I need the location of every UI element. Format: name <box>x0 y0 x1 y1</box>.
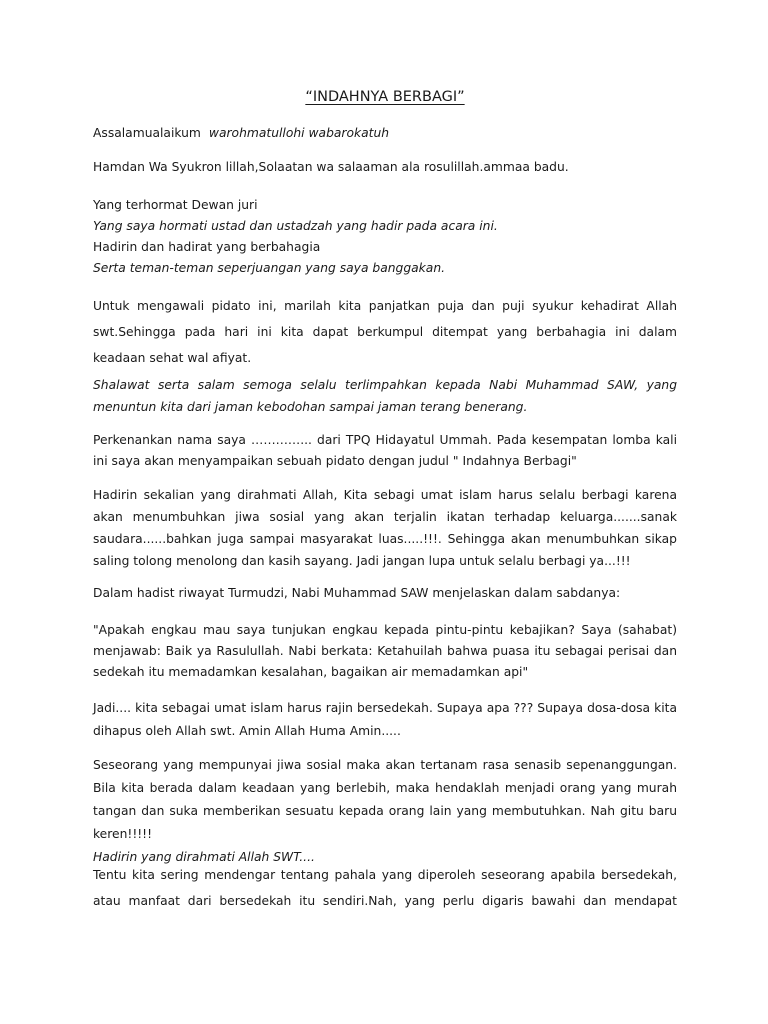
greeting-line: Serta teman-teman seperjuangan yang saya banggakan. <box>93 261 446 275</box>
paragraph-shalawat: Shalawat serta salam semoga selalu terlimpahkan kepada Nabi Muhammad SAW, yang menuntun kita dari jaman kebodohan sampai jaman terang benerang. <box>93 378 677 414</box>
paragraph-sosial: Seseorang yang mempunyai jiwa sosial maka akan tertanam rasa senasib sepenanggungan. Bila kita berada dalam keadaan yang berlebih, maka hendaklah menjadi orang yang murah tangan dan suka memberikan sesuatu kepada orang lain yang membutuhkan. Nah gitu baru keren!!!!! <box>93 758 677 841</box>
salam-italic: warohmatullohi wabarokatuh <box>208 126 390 140</box>
title-text: “INDAHNYA BERBAGI” <box>305 89 465 105</box>
paragraph-opening: Untuk mengawali pidato ini, marilah kita panjatkan puja dan puji syukur kehadirat Allah swt.Sehingga pada hari ini kita dapat berkumpul ditempat yang berbahagia ini dalam keadaan sehat wal afiyat. <box>93 299 677 365</box>
greeting-line: Yang terhormat Dewan juri <box>93 198 258 212</box>
salam-plain: Assalamualaikum <box>93 126 201 140</box>
hamdan-line: Hamdan Wa Syukron lillah,Solaatan wa salaaman ala rosulillah.ammaa badu. <box>93 160 569 174</box>
salam-line <box>93 123 677 144</box>
greetings-block <box>93 195 677 279</box>
greeting-line: Hadirin dan hadirat yang berbahagia <box>93 240 321 254</box>
paragraph-berbagi: Hadirin sekalian yang dirahmati Allah, Kita sebagi umat islam harus selalu berbagi karena akan menumbuhkan jiwa sosial yang akan terjalin ikatan terhadap keluarga.......sanak saudara......bahkan juga sampai masyarakat luas.....!!!. Sehingga akan menumbuhkan sikap saling tolong menolong dan kasih sayang. Jadi jangan lupa untuk selalu berbagi ya...!!! <box>93 488 677 568</box>
paragraph-hadist: Dalam hadist riwayat Turmudzi, Nabi Muhammad SAW menjelaskan dalam sabdanya: <box>93 586 621 600</box>
greeting-line: Yang saya hormati ustad dan ustadzah yang hadir pada acara ini. <box>93 219 498 233</box>
document-page <box>93 0 677 1024</box>
paragraph-intro: Perkenankan nama saya …………... dari TPQ Hidayatul Ummah. Pada kesempatan lomba kali ini saya akan menyampaikan sebuah pidato dengan judul " Indahnya Berbagi" <box>93 433 677 468</box>
hadirin-heading: Hadirin yang dirahmati Allah SWT.... <box>93 850 315 864</box>
paragraph-sedekah: Jadi.... kita sebagai umat islam harus rajin bersedekah. Supaya apa ??? Supaya dosa-dosa kita dihapus oleh Allah swt. Amin Allah Huma Amin..... <box>93 701 677 738</box>
paragraph-quote: "Apakah engkau mau saya tunjukan engkau kepada pintu-pintu kebajikan? Saya (sahabat) menjawab: Baik ya Rasulullah. Nabi berkata: Ketahuilah bahwa puasa itu sebagai perisai dan sedekah itu memadamkan kesalahan, bagaikan air memadamkan api" <box>93 623 677 679</box>
paragraph-pahala-line-1: Tentu kita sering mendengar tentang pahala yang diperoleh seseorang apabila bersedekah, <box>93 868 677 882</box>
document-title <box>93 86 677 108</box>
paragraph-pahala-line-2: atau manfaat dari bersedekah itu sendiri.Nah, yang perlu digaris bawahi dan mendapat <box>93 894 677 908</box>
